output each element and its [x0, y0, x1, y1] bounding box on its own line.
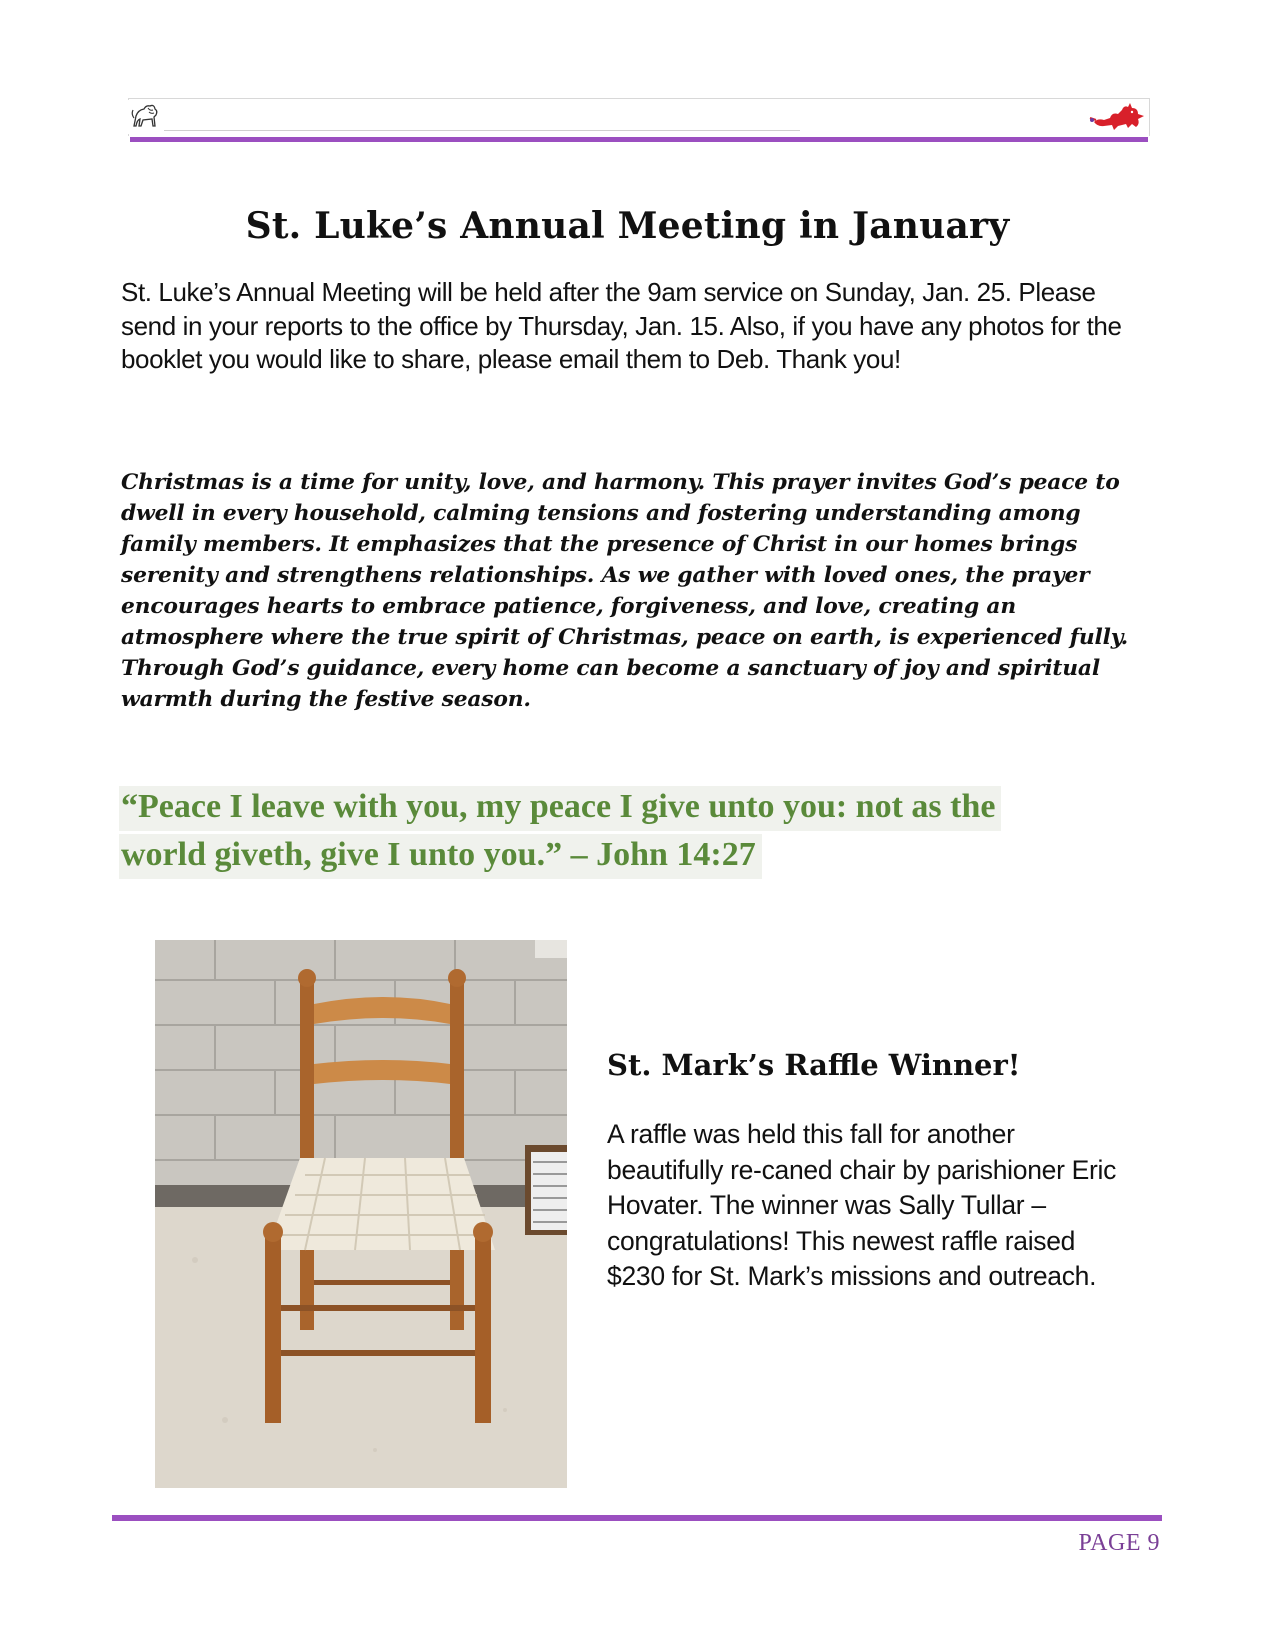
lion-icon [128, 100, 164, 134]
raffle-text: A raffle was held this fall for another beautifully re-caned chair by parishioner Eric Hovater. The winner was Sally Tullar – congratulations! This newest raffle raised $230 for St. Mark’s missions and outreach. [607, 1119, 1117, 1291]
annual-meeting-text: St. Luke’s Annual Meeting will be held after the 9am service on Sunday, Jan. 25. Please send in your reports to the office by Thursday, Jan. 15. Also, if you have any photos for the booklet you would like to share, please email them to Deb. Thank you! [121, 277, 1122, 374]
red-dragon-icon [1088, 100, 1146, 134]
page-number: PAGE 9 [1078, 1530, 1160, 1556]
page-title: St. Luke’s Annual Meeting in January [245, 205, 1010, 247]
footer-rule [112, 1515, 1162, 1521]
scripture-quote [119, 783, 1119, 879]
chair-photo [155, 940, 567, 1488]
prayer-text: Christmas is a time for unity, love, and harmony. This prayer invites God’s peace to dwell in every household, calming tensions and fostering understanding among family members. It emphasizes that the presence of Christ in our homes brings serenity and strengthens relationships. As we gather with loved ones, the prayer encourages hearts to embrace patience, forgiveness, and love, creating an atmosphere where the true spirit of Christmas, peace on earth, is experienced fully. Through God’s guidance, every home can become a sanctuary of joy and spiritual warmth during the festive season. [121, 470, 1129, 712]
raffle-heading: St. Mark’s Raffle Winner! [607, 1048, 1021, 1082]
quote-line-1: “Peace I leave with you, my peace I give unto you: not as the [119, 786, 1001, 831]
header-rule [130, 137, 1148, 142]
header-divider [160, 130, 800, 131]
quote-line-2: world giveth, give I unto you.” – John 14:27 [119, 834, 762, 879]
